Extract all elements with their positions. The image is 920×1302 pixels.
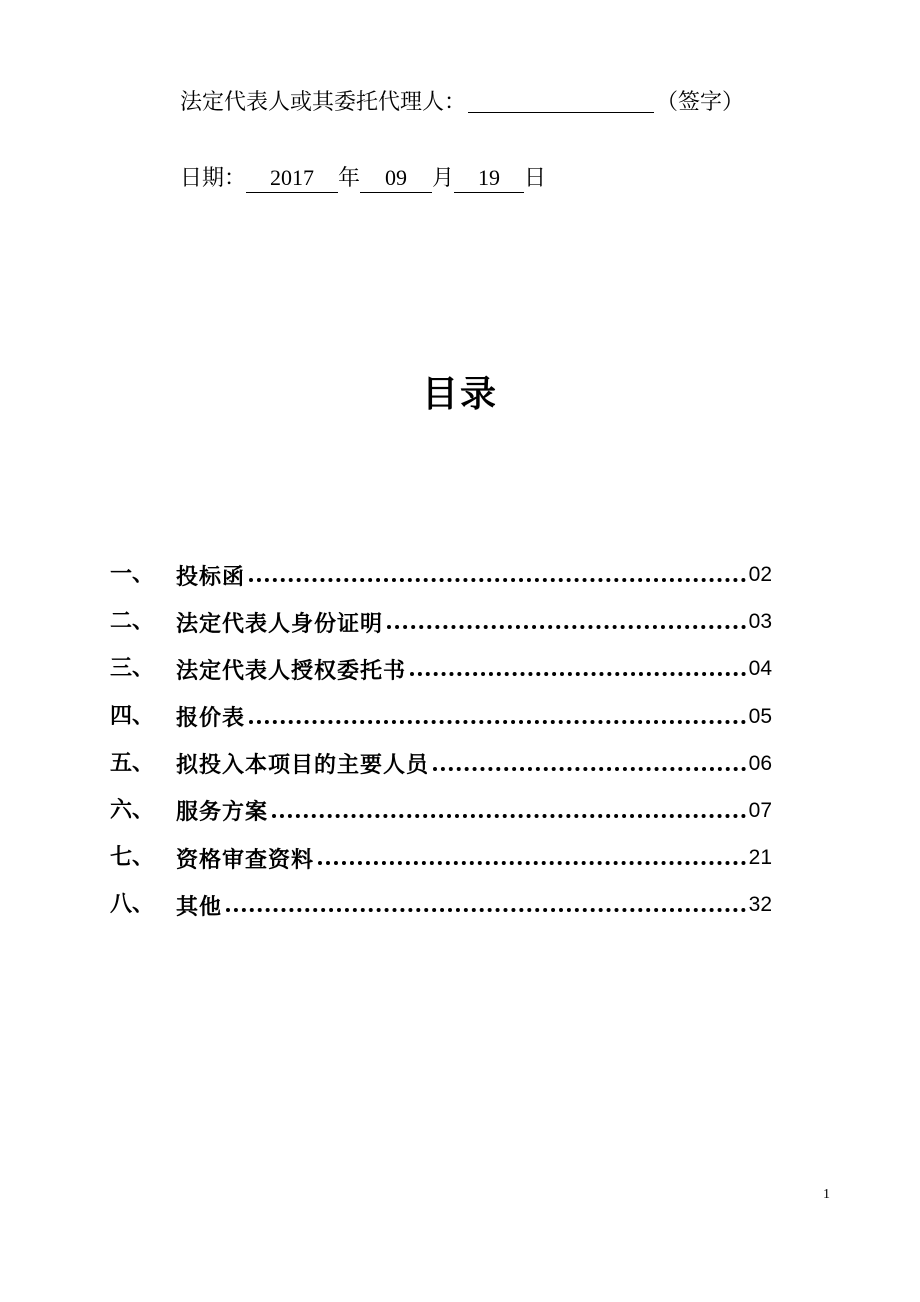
toc-leader-dots: [226, 908, 746, 912]
toc-item-label: 法定代表人授权委托书: [176, 658, 407, 684]
toc-leader-dots: [249, 578, 746, 582]
toc-item[interactable]: [110, 603, 772, 650]
date-line: [180, 162, 546, 196]
toc-leader-dots: [249, 720, 746, 724]
toc-leader-dots: [410, 672, 746, 676]
toc-item-label: 法定代表人身份证明: [176, 611, 384, 637]
toc-item-number: 二、: [110, 609, 155, 635]
signature-label: 法定代表人或其委托代理人：: [180, 90, 467, 115]
toc-item-page: 07: [748, 798, 772, 822]
toc-item-number: 一、: [110, 562, 155, 587]
date-day: 19: [454, 164, 524, 193]
date-label: 日期：: [180, 166, 247, 191]
toc-item-page: 32: [748, 893, 772, 917]
signature-line: [180, 86, 744, 120]
page-number: 1: [823, 1187, 830, 1202]
toc-item[interactable]: [110, 886, 772, 933]
toc-item-number: 八、: [110, 892, 155, 918]
toc-item[interactable]: [110, 698, 772, 745]
toc-item[interactable]: [110, 650, 772, 697]
toc-item-label: 服务方案: [176, 800, 269, 826]
date-month-unit: 月: [432, 166, 455, 191]
toc-item-number: 六、: [110, 797, 155, 823]
toc-item-label: 报价表: [176, 706, 246, 732]
date-day-unit: 日: [524, 166, 547, 191]
toc-item-number: 四、: [110, 703, 155, 729]
toc-item-label: 拟投入本项目的主要人员: [176, 753, 430, 779]
toc-item-page: 02: [748, 563, 772, 586]
toc-item[interactable]: [110, 745, 772, 792]
toc-leader-dots: [387, 625, 746, 629]
toc-item-number: 七、: [110, 845, 155, 871]
toc-item-number: 三、: [110, 656, 155, 682]
toc-item-page: 21: [748, 846, 772, 870]
signature-suffix: （签字）: [656, 90, 745, 115]
toc-item[interactable]: [110, 792, 772, 839]
toc-item-label: 其他: [176, 894, 223, 920]
toc-item-label: 资格审查资料: [176, 847, 315, 873]
toc-leader-dots: [318, 861, 746, 865]
toc-item[interactable]: [110, 839, 772, 886]
toc-item-page: 06: [748, 751, 772, 775]
date-year-unit: 年: [338, 166, 361, 191]
toc-item[interactable]: [110, 556, 772, 603]
toc-item-page: 05: [748, 704, 772, 728]
date-year: 2017: [246, 164, 338, 193]
toc-item-page: 03: [748, 610, 772, 634]
toc-item-number: 五、: [110, 750, 155, 776]
signature-blank: [468, 86, 654, 113]
table-of-contents: [110, 556, 772, 934]
toc-leader-dots: [272, 814, 746, 818]
toc-leader-dots: [433, 767, 746, 771]
toc-item-page: 04: [748, 657, 772, 681]
date-month: 09: [360, 164, 432, 193]
toc-title: 目录: [421, 374, 498, 415]
toc-item-label: 投标函: [176, 564, 246, 590]
